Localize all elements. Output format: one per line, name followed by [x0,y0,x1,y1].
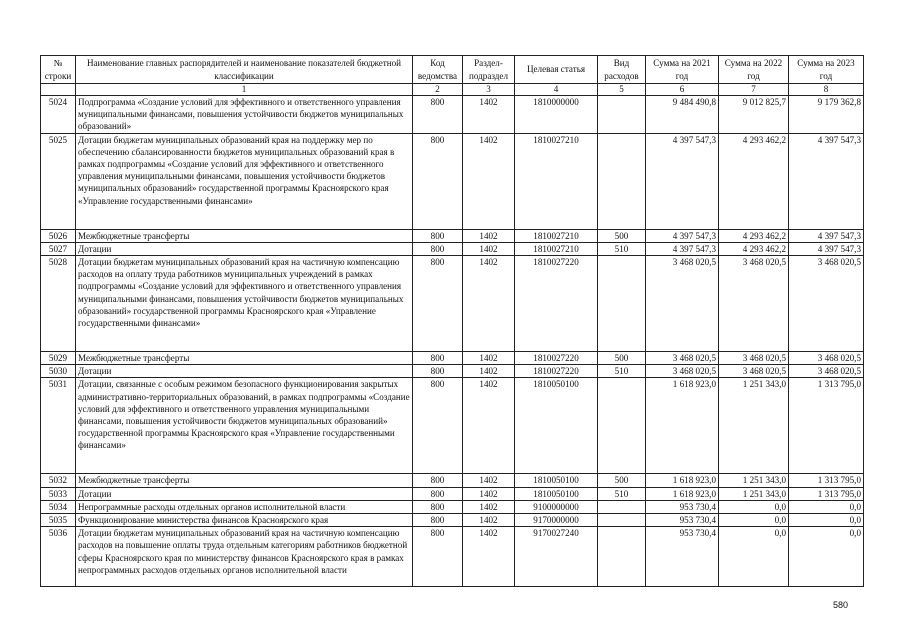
expense-type-cell: 500 [598,352,646,365]
target-cell: 1810027210 [515,242,598,255]
row-number-cell: 5036 [41,527,76,587]
sum-2021-cell: 1 618 923,0 [646,474,719,487]
target-cell: 1810027220 [515,352,598,365]
expense-type-cell [598,514,646,527]
target-cell: 1810050100 [515,378,598,474]
row-number-cell: 5033 [41,487,76,500]
target-cell: 1810050100 [515,474,598,487]
target-cell: 1810027210 [515,229,598,242]
sum-2021-cell: 1 618 923,0 [646,378,719,474]
section-cell: 1402 [463,133,515,229]
sum-2021-cell: 953 730,4 [646,514,719,527]
expense-type-cell: 510 [598,487,646,500]
row-number-cell: 5024 [41,96,76,134]
name-cell: Подпрограмма «Создание условий для эффективного и ответственного управления муниципальными финансами, повышения устойчивости бюджетов муниципальных образований» [76,96,413,134]
table-row [41,500,864,513]
table-row [41,527,864,587]
sum-2022-cell: 0,0 [719,500,789,513]
column-number: 8 [789,84,864,96]
expense-type-cell: 510 [598,365,646,378]
expense-type-cell [598,527,646,587]
sum-2023-cell: 9 179 362,8 [789,96,864,134]
header-target: Целевая статья [515,56,598,84]
name-cell: Межбюджетные трансферты [76,352,413,365]
expense-type-cell [598,500,646,513]
sum-2022-cell: 3 468 020,5 [719,365,789,378]
sum-2023-cell: 0,0 [789,527,864,587]
table-row [41,474,864,487]
table-row [41,229,864,242]
header-row-number: № строки [41,56,76,84]
sum-2022-cell: 0,0 [719,527,789,587]
sum-2022-cell: 4 293 462,2 [719,242,789,255]
column-number: 7 [719,84,789,96]
row-number-cell: 5027 [41,242,76,255]
row-number-cell: 5026 [41,229,76,242]
target-cell: 9170000000 [515,514,598,527]
expense-type-cell [598,133,646,229]
header-section: Раздел-подраздел [463,56,515,84]
header-name: Наименование главных распорядителей и наименование показателей бюджетной классификации [76,56,413,84]
sum-2023-cell: 1 313 795,0 [789,487,864,500]
expense-type-cell: 500 [598,474,646,487]
section-cell: 1402 [463,487,515,500]
name-cell: Дотации [76,242,413,255]
dept-code-cell: 800 [413,133,463,229]
name-cell: Функционирование министерства финансов Красноярского края [76,514,413,527]
section-cell: 1402 [463,365,515,378]
sum-2021-cell: 4 397 547,3 [646,242,719,255]
row-number-cell: 5034 [41,500,76,513]
header-sum-2021: Сумма на 2021 год [646,56,719,84]
header-expense-type: Вид расходов [598,56,646,84]
expense-type-cell: 510 [598,242,646,255]
budget-table [40,55,864,587]
section-cell: 1402 [463,242,515,255]
dept-code-cell: 800 [413,229,463,242]
table-row [41,514,864,527]
table-row [41,378,864,474]
sum-2021-cell: 3 468 020,5 [646,256,719,352]
section-cell: 1402 [463,96,515,134]
dept-code-cell: 800 [413,527,463,587]
sum-2021-cell: 3 468 020,5 [646,352,719,365]
sum-2021-cell: 4 397 547,3 [646,229,719,242]
sum-2021-cell: 1 618 923,0 [646,487,719,500]
section-cell: 1402 [463,474,515,487]
row-number-cell: 5030 [41,365,76,378]
dept-code-cell: 800 [413,242,463,255]
column-number: 6 [646,84,719,96]
table-row [41,365,864,378]
sum-2022-cell: 3 468 020,5 [719,352,789,365]
sum-2023-cell: 1 313 795,0 [789,474,864,487]
sum-2023-cell: 1 313 795,0 [789,378,864,474]
dept-code-cell: 800 [413,352,463,365]
row-number-cell: 5025 [41,133,76,229]
name-cell: Дотации [76,487,413,500]
table-body [41,96,864,587]
column-number: 3 [463,84,515,96]
section-cell: 1402 [463,256,515,352]
column-number: 4 [515,84,598,96]
column-number [41,84,76,96]
dept-code-cell: 800 [413,96,463,134]
section-cell: 1402 [463,527,515,587]
sum-2023-cell: 0,0 [789,514,864,527]
name-cell: Дотации [76,365,413,378]
sum-2023-cell: 4 397 547,3 [789,133,864,229]
dept-code-cell: 800 [413,487,463,500]
dept-code-cell: 800 [413,474,463,487]
target-cell: 1810027220 [515,365,598,378]
table-row [41,487,864,500]
dept-code-cell: 800 [413,500,463,513]
sum-2021-cell: 3 468 020,5 [646,365,719,378]
table-row [41,96,864,134]
header-sum-2023: Сумма на 2023 год [789,56,864,84]
section-cell: 1402 [463,352,515,365]
row-number-cell: 5029 [41,352,76,365]
column-number-row [41,84,864,96]
sum-2022-cell: 3 468 020,5 [719,256,789,352]
name-cell: Дотации бюджетам муниципальных образований края на частичную компенсацию расходов на повышение оплаты труда отдельным категориям работников бюджетной сферы Красноярского края по министерству финансов Красноярского края в рамках непрограммных расходов отдельных органов исполнительной власти [76,527,413,587]
sum-2022-cell: 4 293 462,2 [719,229,789,242]
sum-2022-cell: 1 251 343,0 [719,474,789,487]
name-cell: Непрограммные расходы отдельных органов исполнительной власти [76,500,413,513]
column-number: 2 [413,84,463,96]
dept-code-cell: 800 [413,378,463,474]
sum-2021-cell: 953 730,4 [646,500,719,513]
name-cell: Межбюджетные трансферты [76,229,413,242]
target-cell: 1810027220 [515,256,598,352]
column-number: 5 [598,84,646,96]
table-row [41,242,864,255]
section-cell: 1402 [463,378,515,474]
sum-2023-cell: 4 397 547,3 [789,242,864,255]
column-number: 1 [76,84,413,96]
section-cell: 1402 [463,229,515,242]
table-row [41,256,864,352]
sum-2023-cell: 3 468 020,5 [789,365,864,378]
name-cell: Дотации, связанные с особым режимом безопасного функционирования закрытых административно-территориальных образований, в рамках подпрограммы «Создание условий для эффективного и ответственного управления муниципальными финансами, повышения устойчивости бюджетов муниципальных образований» государственной программы Красноярского края «Управление государственными финансами» [76,378,413,474]
expense-type-cell [598,256,646,352]
sum-2021-cell: 4 397 547,3 [646,133,719,229]
header-sum-2022: Сумма на 2022 год [719,56,789,84]
header-dept-code: Код ведомства [413,56,463,84]
section-cell: 1402 [463,514,515,527]
sum-2021-cell: 953 730,4 [646,527,719,587]
dept-code-cell: 800 [413,256,463,352]
dept-code-cell: 800 [413,514,463,527]
table-row [41,133,864,229]
section-cell: 1402 [463,500,515,513]
target-cell: 9170027240 [515,527,598,587]
target-cell: 1810050100 [515,487,598,500]
sum-2023-cell: 3 468 020,5 [789,352,864,365]
row-number-cell: 5028 [41,256,76,352]
sum-2022-cell: 4 293 462,2 [719,133,789,229]
name-cell: Дотации бюджетам муниципальных образований края на частичную компенсацию расходов на оплату труда работников муниципальных учреждений в рамках подпрограммы «Создание условий для эффективного и ответственного управления муниципальными финансами, повышения устойчивости бюджетов муниципальных образований» государственной программы Красноярского края «Управление государственными финансами» [76,256,413,352]
target-cell: 1810027210 [515,133,598,229]
target-cell: 1810000000 [515,96,598,134]
sum-2023-cell: 4 397 547,3 [789,229,864,242]
table-row [41,352,864,365]
expense-type-cell [598,96,646,134]
row-number-cell: 5035 [41,514,76,527]
sum-2022-cell: 0,0 [719,514,789,527]
row-number-cell: 5032 [41,474,76,487]
header-row [41,56,864,84]
dept-code-cell: 800 [413,365,463,378]
target-cell: 9100000000 [515,500,598,513]
expense-type-cell: 500 [598,229,646,242]
name-cell: Дотации бюджетам муниципальных образований края на поддержку мер по обеспечению сбалансированности бюджетов муниципальных образований края в рамках подпрограммы «Создание условий для эффективного и ответственного управления муниципальными финансами, повышения устойчивости бюджетов муниципальных образований» государственной программы Красноярского края «Управление государственными финансами» [76,133,413,229]
sum-2022-cell: 1 251 343,0 [719,378,789,474]
sum-2022-cell: 9 012 825,7 [719,96,789,134]
name-cell: Межбюджетные трансферты [76,474,413,487]
expense-type-cell [598,378,646,474]
page-number: 580 [833,600,849,610]
sum-2023-cell: 3 468 020,5 [789,256,864,352]
sum-2021-cell: 9 484 490,8 [646,96,719,134]
sum-2022-cell: 1 251 343,0 [719,487,789,500]
sum-2023-cell: 0,0 [789,500,864,513]
row-number-cell: 5031 [41,378,76,474]
